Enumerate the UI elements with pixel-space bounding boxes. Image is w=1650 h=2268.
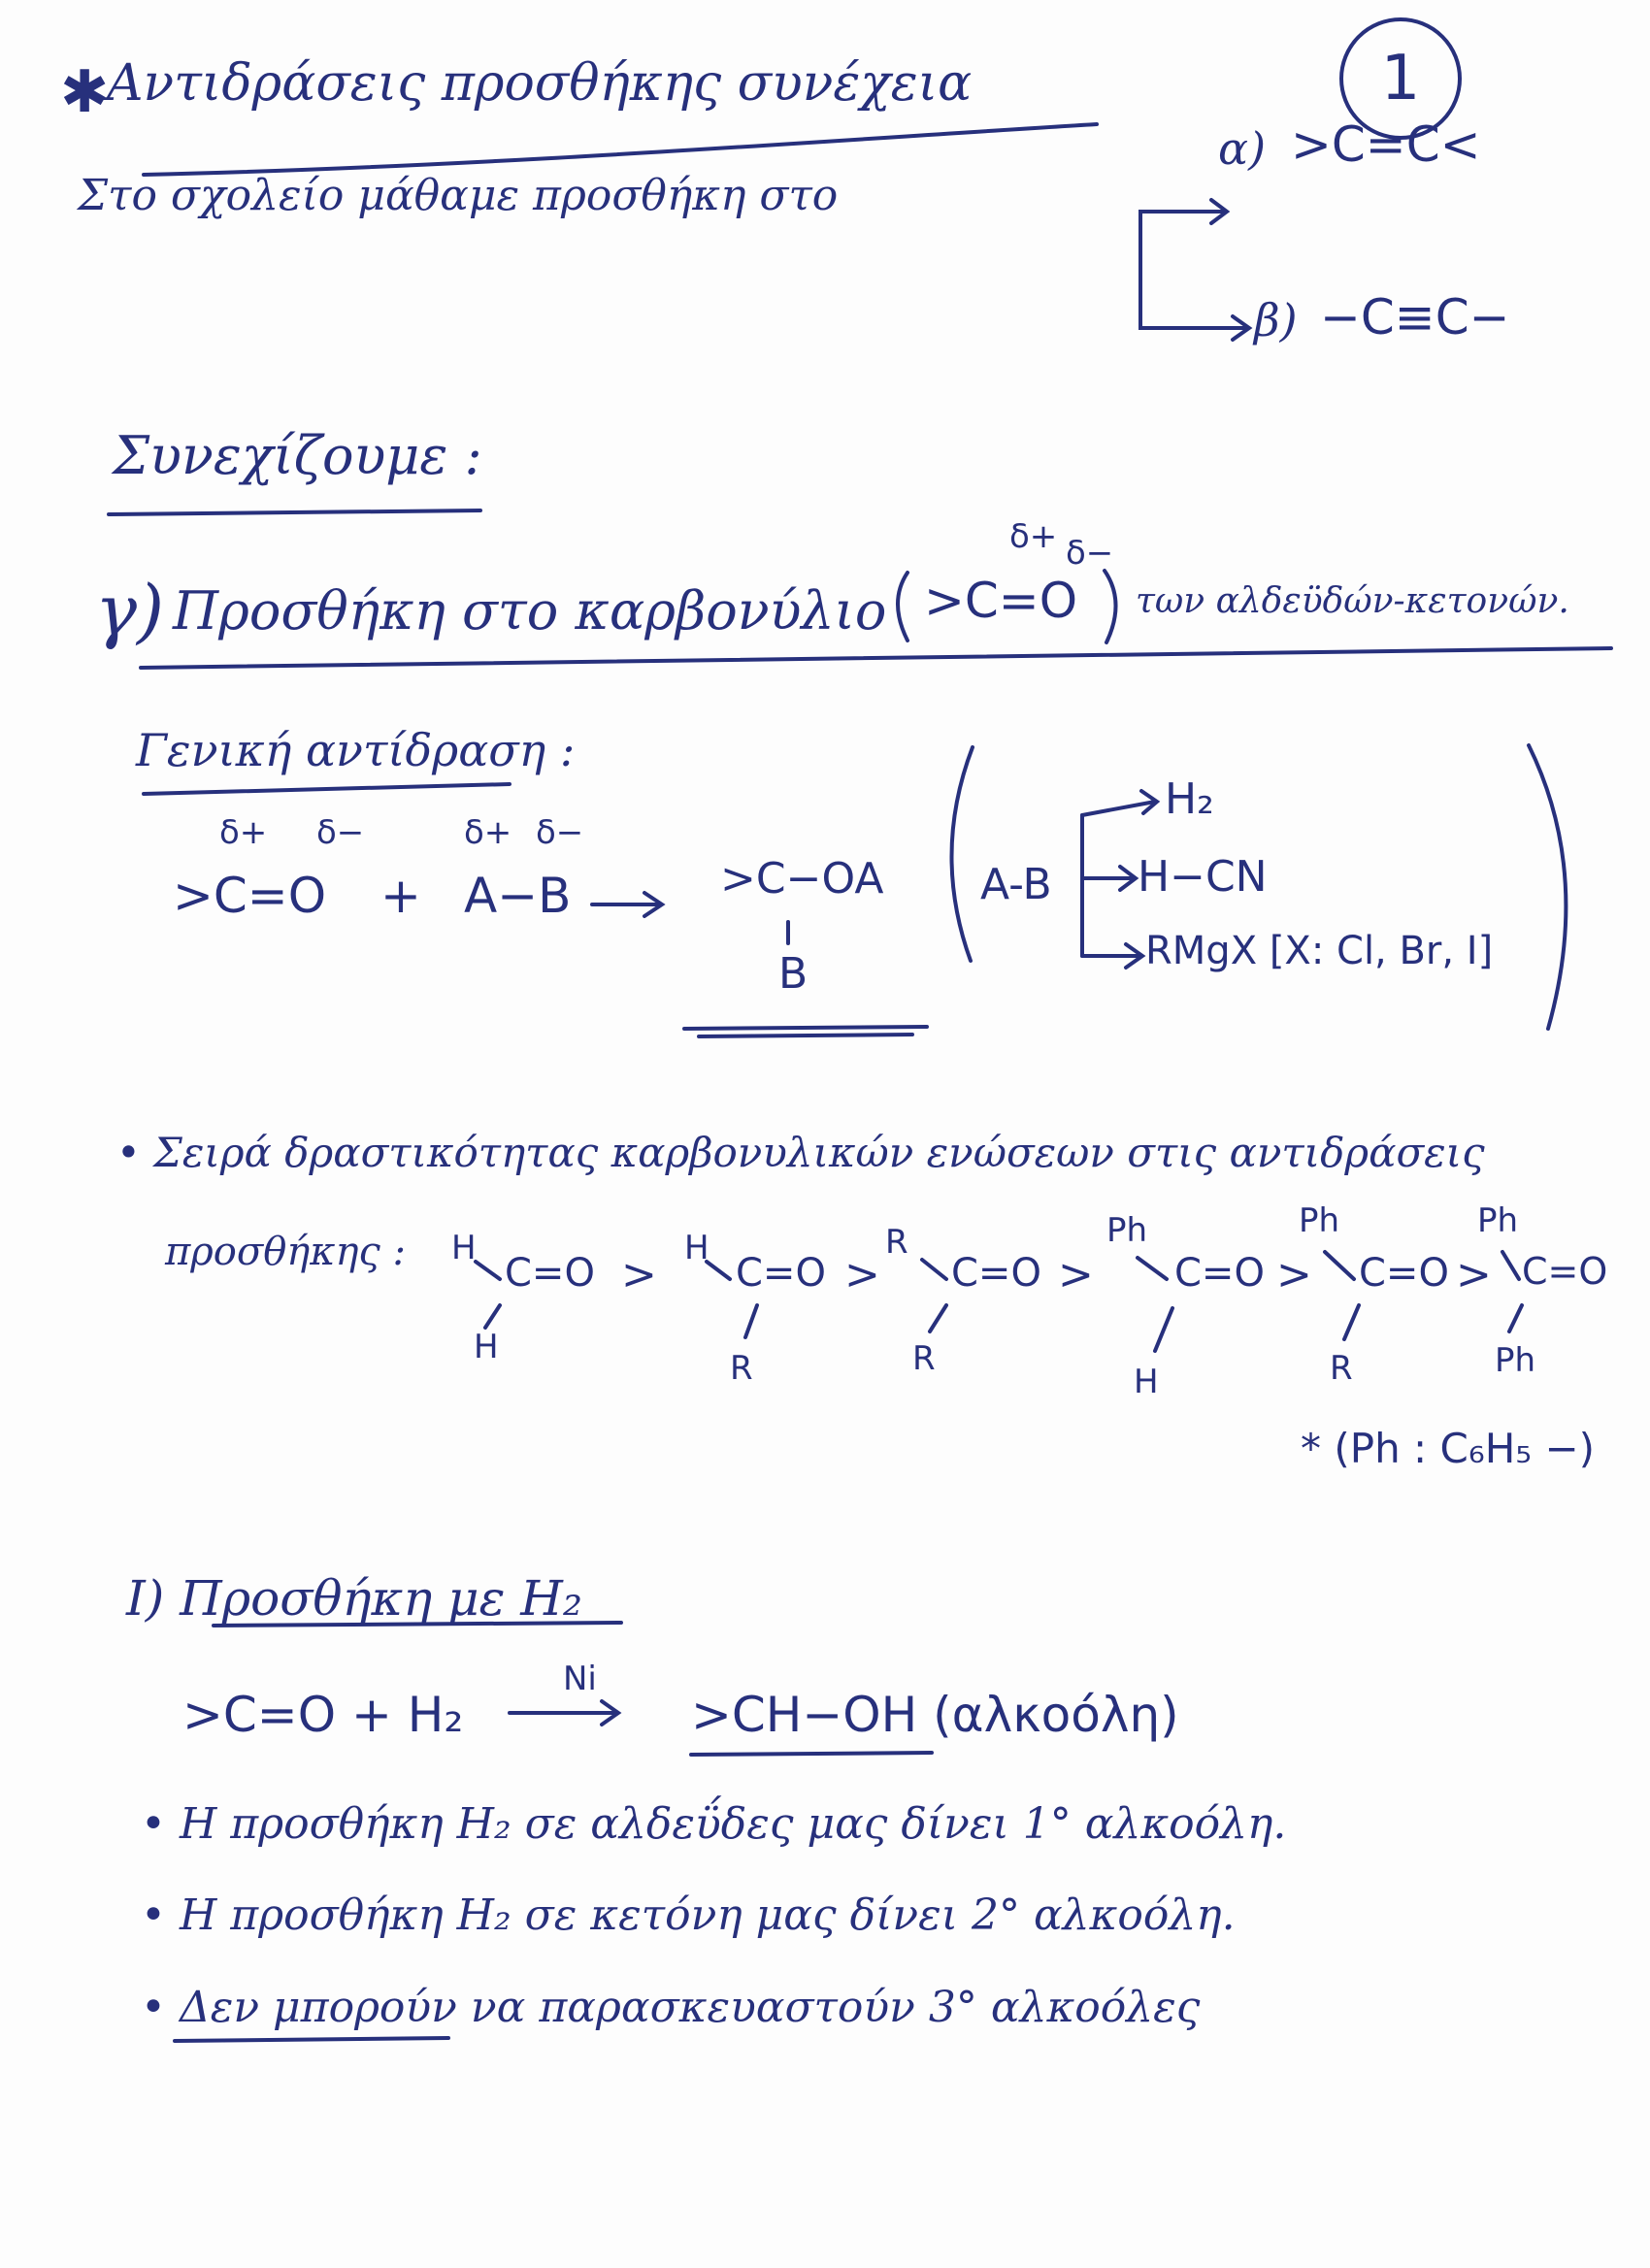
section-gamma-label: γ) [95,570,165,651]
series-4-bond-top [1138,1258,1167,1279]
h2-eq-left: >C=O + H₂ [182,1687,464,1743]
h2-eq-right: >CH−OH (αλκοόλη) [691,1687,1179,1743]
series-1-core: C=O [505,1251,595,1296]
reaction-plus: + [380,868,421,924]
section-gamma-text: Προσθήκη στο καρβονύλιο [173,580,887,641]
page-number: 1 [1339,17,1462,140]
ab-option-h2: H₂ [1165,774,1214,824]
series-5-top: Ph [1299,1201,1340,1240]
gamma-underline [141,648,1611,668]
series-1-bottom: H [474,1328,499,1366]
series-2-bottom: R [730,1349,753,1388]
series-3-bond-top [922,1260,946,1279]
series-4-bottom: H [1134,1363,1159,1401]
reactivity-line-2: προσθήκης : [165,1230,407,1274]
general-reaction-heading: Γενική αντίδραση : [136,724,576,776]
series-gt-3: > [1058,1250,1094,1299]
ab-option-hcn: H−CN [1138,852,1268,902]
dminus-2: δ− [536,813,584,852]
series-3-bottom: R [912,1339,936,1378]
series-6-bond-bottom [1509,1305,1522,1331]
catalyst-ni: Ni [563,1660,597,1698]
branch-a-label: α) [1218,122,1267,175]
series-1-top: H [451,1229,477,1267]
series-3-core: C=O [951,1251,1041,1296]
series-6-top: Ph [1477,1201,1519,1240]
gamma-delta-plus: δ+ [1009,517,1058,556]
gamma-carbonyl: >C=O [924,573,1078,629]
series-4-bond-bottom [1155,1308,1172,1351]
reactivity-line-1: • Σειρά δραστικότητας καρβονυλικών ενώσεων στις αντιδράσεις [116,1129,1485,1176]
series-2-bond-bottom [745,1305,757,1337]
series-gt-4: > [1276,1250,1312,1299]
series-3-top: R [885,1223,908,1262]
bracket-arrow-b [1140,281,1247,328]
bullet-tertiary: • Δεν μπορούν να παρασκευαστούν 3° αλκοόλες [141,1983,1201,2032]
product-substituent: B [778,949,808,999]
title-underline [144,124,1097,175]
branch-b-label: β) [1254,294,1298,346]
series-1-bond-bottom [485,1305,500,1328]
gamma-paren-left [898,573,908,641]
gamma-delta-minus: δ− [1066,534,1114,573]
dplus-2: δ+ [464,813,512,852]
series-3-bond-bottom [930,1305,946,1331]
product-underline [684,1027,927,1029]
continue-underline [109,510,480,514]
series-gt-2: > [844,1250,880,1299]
asterisk-icon: ✱ [60,58,110,126]
ab-option-rmgx: RMgX [X: Cl, Br, I] [1145,929,1494,973]
series-2-core: C=O [736,1251,826,1296]
bullet-ketone: • Η προσθήκη H₂ σε κετόνη μας δίνει 2° αλκοόλη. [141,1890,1236,1940]
bullet-tertiary-underline [175,2038,448,2041]
product-underline-2 [699,1035,912,1036]
dplus-1: δ+ [219,813,268,852]
gamma-paren-right [1105,571,1116,642]
page-title: Αντιδράσεις προσθήκης συνέχεια [107,54,973,113]
dminus-1: δ− [316,813,365,852]
series-6-bond-top [1502,1252,1519,1279]
series-gt-1: > [621,1250,657,1299]
series-5-bottom: R [1330,1349,1353,1388]
general-underline [144,784,510,794]
continue-heading: Συνεχίζουμε : [113,425,482,486]
series-2-top: H [684,1229,710,1267]
reactant-carbonyl: >C=O [173,868,327,924]
series-4-core: C=O [1174,1251,1265,1296]
bullet-aldehyde: • Η προσθήκη H₂ σε αλδεΰδες μας δίνει 1° αλκοόλη. [141,1799,1287,1849]
ab-paren-left [951,747,973,961]
series-5-bond-top [1325,1252,1354,1279]
intro-text: Στο σχολείο μάθαμε προσθήκη στο [78,171,839,220]
series-5-core: C=O [1359,1251,1449,1296]
section-one-underline [214,1623,621,1626]
eq-product-underline [691,1753,932,1755]
branch-b-formula: −C≡C− [1320,289,1510,345]
series-gt-5: > [1456,1250,1492,1299]
gamma-suffix: των αλδεϋδών-κετονών. [1136,581,1569,621]
series-1-bond-top [476,1262,500,1279]
section-one-heading: I) Προσθήκη με H₂ [126,1570,582,1627]
reactant-ab: A−B [464,868,572,924]
phenyl-note: * (Ph : C₆H₅ −) [1301,1425,1596,1472]
series-6-bottom: Ph [1495,1341,1536,1380]
ab-label: A-B [980,860,1052,909]
series-2-bond-top [707,1262,730,1279]
series-6-core: C=O [1522,1250,1608,1293]
product-formula: >C−OA [720,854,884,904]
series-5-bond-bottom [1344,1305,1359,1339]
branch-a-formula: >C=C< [1291,116,1481,173]
ab-paren-right [1529,745,1566,1029]
series-4-top: Ph [1106,1211,1148,1250]
